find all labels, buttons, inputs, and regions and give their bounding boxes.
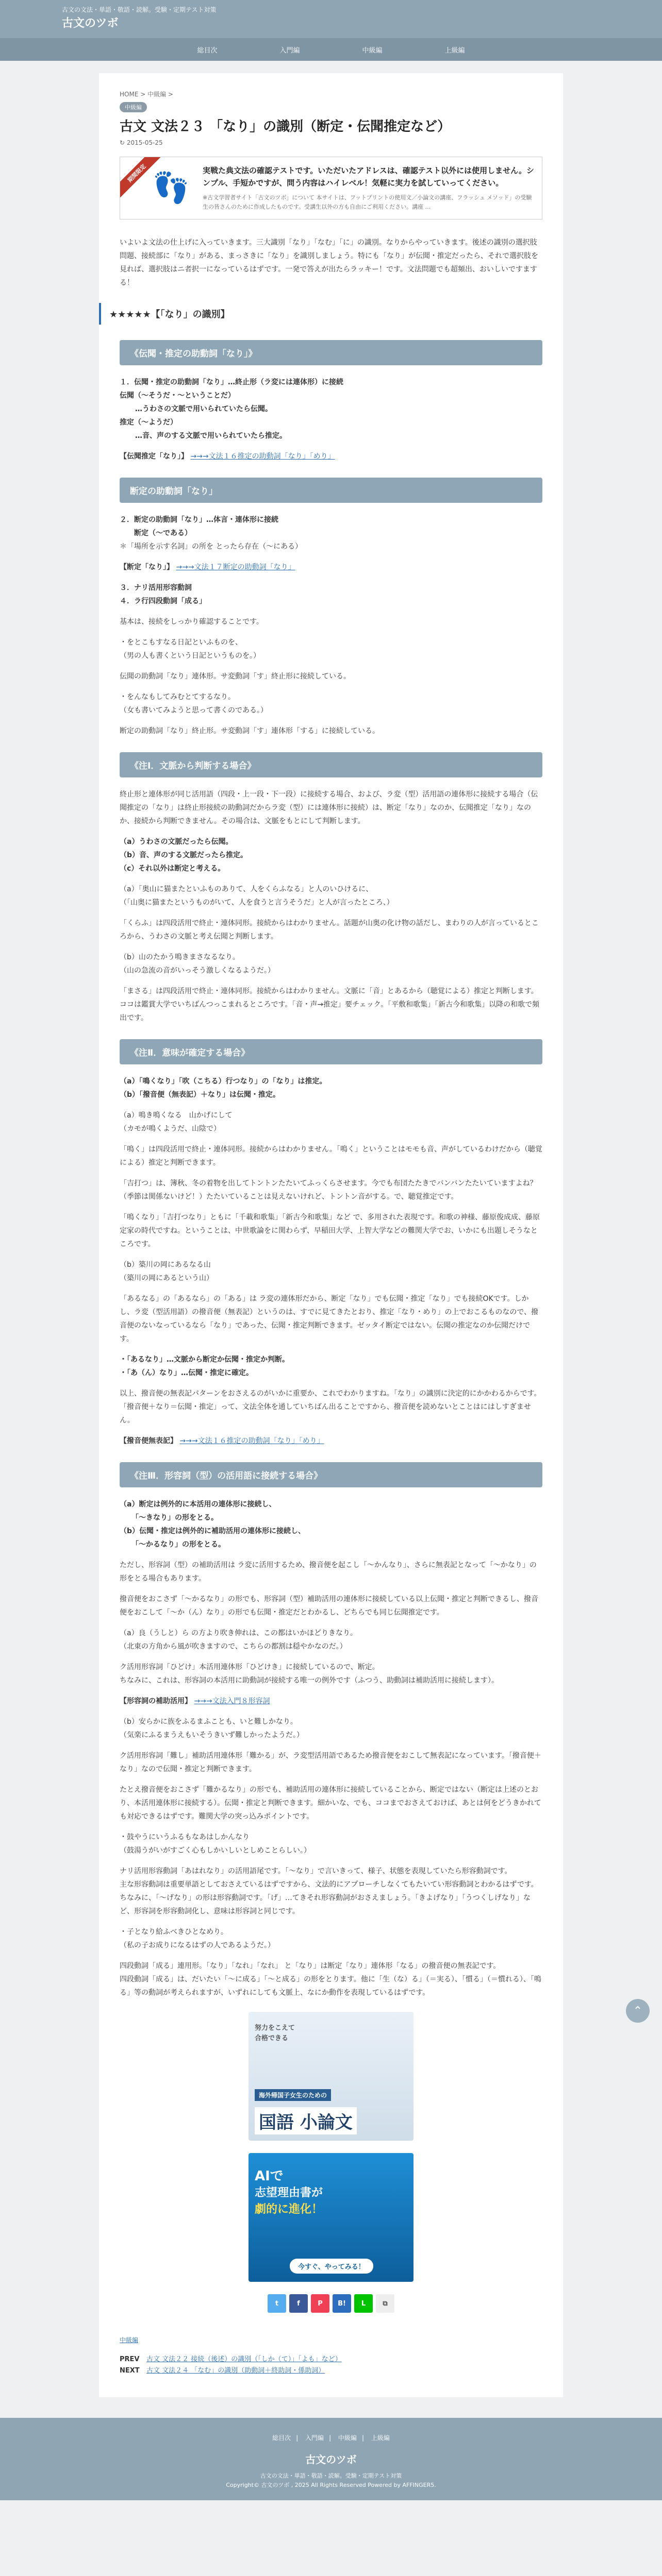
paragraph: ちなみに、「～げなり」の形は形容動詞です。「げ」…てきそれ形容動詞がおさえましょう。「きよげなり」「うつくしげなり」など、形容詞を形容動詞化し、意味は形容詞と同じです。 (120, 1894, 531, 1916)
site-tagline: 古文の文法・単語・敬語・読解。受験・定期テスト対策 (62, 6, 217, 13)
example-translation: （カモが鳴くようだ、山陰で） (120, 1125, 221, 1133)
paragraph: 基本は、接続をしっかり確認することです。 (120, 618, 263, 626)
chevron-up-icon: ⌃ (633, 2004, 643, 2018)
footer-nav-item[interactable]: 総目次 (272, 2434, 291, 2442)
paragraph: 四段動詞「成る」連用形。「なり」「なれ」「なれ」 と「なり」は断定「なり」連体形「なる」の撥音便の無表記です。 (120, 1962, 501, 1970)
text-line: ３．ナリ活用形容動詞 (120, 584, 192, 592)
list-item: （b）「撥音便（無表記）＋なり」は伝聞・推定。 (120, 1091, 280, 1099)
paragraph: ナリ活用形容動詞「あはれなり」の活用語尾です。「～なり」で言いきって、様子、状態を表現していたら形容動詞です。 (120, 1867, 512, 1875)
copyright: Copyright© 古文のツボ , 2025 All Rights Reserved Powered by AFFINGER5. (226, 2482, 436, 2488)
section-heading-2: 断定の助動詞「なり」 (120, 478, 542, 503)
text-line: …音、声のする文脈で用いられていたら推定。 (128, 432, 287, 440)
lead-paragraph: いよいよ文法の仕上げに入っていきます。三大識別「なり」「なむ」「に」の識別。なりからやっていきます。後述の識別の選択肢問題、接続部に「なり」がある、まっさきに「なり」を識別しましょう。特にも「なり」が伝聞・推定だったら、それで選択肢を見れば、選択肢はニ者択一になっているはずです。一発で答えが出たらラッキー！です。文法問題でも超頻出、おいしいですまする！ (120, 239, 538, 287)
ad-banner-ai[interactable]: AIで 志望理由書が 劇的に進化！ 今すぐ、やってみる！ (249, 2153, 413, 2282)
paragraph: 「くらふ」は四段活用で終止・連体同形。接続からはわかりません。話題が山奥の化け物の話だし、まわりの人が言っているところから、うわさの文脈と考え伝聞と判断します。 (120, 919, 539, 941)
example: ・をんなもしてみむとてするなり。 (120, 693, 235, 701)
example: （a）「奥山に猫またといふものありて、人をくらふなる」と人のいひけるに、 (120, 885, 373, 893)
category-link[interactable]: 中級編 (120, 2336, 139, 2344)
example: （a）鳴き鳴くなる 山かげにして (120, 1111, 233, 1120)
footer-nav-item[interactable]: 上級編 (371, 2434, 390, 2442)
section-heading-4: 《注Ⅱ．意味が確定する場合》 (120, 1039, 542, 1064)
paragraph: 断定の助動詞「なり」終止形。サ変動詞「す」連体形「する」に接続している。 (120, 727, 379, 735)
next-label: NEXT (120, 2367, 140, 2375)
paragraph: ちなみに、これは、形容詞の本活用に助動詞が接続する唯一の例外です（ふつう、助動詞は補助活用に接続します）。 (120, 1676, 499, 1685)
list-item: （a）「鳴くなり」「吹（こちる）行つなり」の「なり」は推定。 (120, 1077, 327, 1086)
example-translation: （男の人も書くという日記というものを。） (120, 652, 260, 660)
pocket-share-icon[interactable]: P (311, 2294, 329, 2313)
example: （b）築川の岡にあるなる山 (120, 1261, 211, 1269)
global-nav (0, 38, 662, 61)
list-item: （b）伝聞・推定は例外的に補助活用の連体形に接続し、 (120, 1527, 306, 1535)
notice-main-text: 実戦た典文法の確認テストです。いただいたアドレスは、確認テスト以外には使用しません。シンプル、手短かですが、問う内容はハイレベル！気軽に実力を試していってください。 (203, 166, 535, 188)
next-post-link[interactable]: 古文 文法２４ 「なむ」の識別（助動詞＋終助詞・係助詞） (146, 2367, 325, 2375)
paragraph: 伝聞の助動詞「なり」連体形。サ変動詞「す」終止形に接続している。 (120, 672, 351, 681)
copy-link-icon[interactable]: ⧉ (376, 2294, 394, 2313)
paragraph: 「あるなる」の「あるなら」の「ある」は ラ変の連体形だから、断定「なり」でも伝聞・推定「なり」でも接続OKです。しかし、ラ変（型活用語）の撥音便（無表記）というのは、すでに見てきたとおり、推定「なり・めり」の上でおこるものなので、撥音便のないなっているなら「なり」であった、伝聞・推定判断できます。ゼッタイ断定ではない。伝聞の推定なのか伝聞だけです。 (120, 1295, 539, 1343)
text-line: ２．断定の助動詞「なり」…体言・連体形に接続 (120, 516, 278, 524)
footer-nav-item[interactable]: 入門編 (305, 2434, 324, 2442)
nav-item-advanced[interactable]: 上級編 (444, 46, 465, 55)
breadcrumb[interactable]: HOME > 中級編 > (120, 91, 173, 98)
paragraph: 「鳴くなり」「吉打つなり」ともに「千載和歌集」「新古今和歌集」など で、多用された表現です。和歌の神様、藤原俊成成、藤原定家の時代ですね。ということは、中世歌論をに関わらず、早稲田大学、上智大学などの難関大学でお、いかにも出題しそうなところです。 (120, 1213, 540, 1248)
list-item: 「～かるなり」の形をとる。 (128, 1540, 225, 1549)
list-item: （a）断定は例外的に本活用の連体形に接続し、 (120, 1500, 276, 1509)
site-footer (0, 2418, 662, 2500)
post-date: ↻ 2015-05-25 (120, 139, 163, 146)
text-line: １．伝聞・推定の助動詞「なり」…終止形（ラ変には連体形）に接続 (120, 378, 343, 386)
ref-link[interactable]: →→→文法１６推定の助動詞「なり」「めり」 (179, 1437, 324, 1445)
nav-item-intermediate[interactable]: 中級編 (362, 46, 383, 55)
prev-next-nav (120, 2354, 542, 2377)
line-share-icon[interactable]: L (354, 2294, 373, 2313)
example-translation: （築川の岡にあるという山） (120, 1274, 213, 1282)
example-translation: （私の子お成りになるはずの人であるようだ。） (120, 1941, 275, 1950)
paragraph: 「吉打つ」は、簿秋、冬の着物を出してトントンたたいてふっくらさせます。今でも布団たたきでバンバンたたいていますよね？（季節は関係ないけど！）たたいていることは見えないけれど、トントン音がする。で、聴覚推定です。 (120, 1179, 537, 1201)
category-badge[interactable]: 中級編 (120, 102, 147, 112)
nav-item-beginner[interactable]: 入門編 (279, 46, 300, 55)
paragraph: 終止形と連体形が同じ活用語（四段・上一段・下一段）に接続する場合、および、ラ変（型）活用語の連体形に接続する場合（伝聞推定の「なり」は終止形接続の助動詞だからラ変（型）には連体形に接続）は、断定「なり」なのか、伝聞推定「なり」なのか、接続から判断できません。その場合は、文脈をもとにして判断します。 (120, 790, 538, 825)
section-heading-3: 《注Ⅰ．文脈から判断する場合》 (120, 752, 542, 777)
site-header (0, 0, 662, 61)
paragraph: 四段動詞「成る」は、だいたい「～に成る」「～と成る」の形をとります。他に「生（な）る」（＝実る）、「慣る」（＝慣れる）、「鳴る」等の動詞が考えられますが、いずれにしても文脈上、なにか動作を表現しているはずです。 (120, 1975, 541, 1997)
paragraph: 「鳴く」は四段活用で終止・連体同形。接続からはわかりません。「鳴く」ということはモモも音、声がしているわけだから（聴覚による）推定と判断できます。 (120, 1145, 542, 1167)
section-heading-5: 《注Ⅲ．形容詞（型）の活用語に接続する場合》 (120, 1462, 542, 1487)
list-item: （b）音、声のする文脈だったら推定。 (120, 851, 248, 859)
footer-nav-item[interactable]: 中級編 (338, 2434, 357, 2442)
prev-post-link[interactable]: 古文 文法２２ 接続（後述）の識別（「しか（て）」「よも」など） (146, 2355, 342, 2363)
ref-link-row: 【断定「なり」】 →→→文法１７断定の助動詞「なり」 (120, 563, 295, 571)
ref-link-row: 【形容詞の補助活用】 →→→文法入門８形容詞 (120, 1697, 270, 1705)
paragraph: ク活用形容詞「難し」補助活用連体形「難かる」が、ラ変型活用語であるため撥音便をおこして無表記になっています。「撥音便＋なり」なので伝聞・推定と判断できます。 (120, 1752, 541, 1773)
article (99, 73, 563, 2397)
list-item: （a）うわさの文脈だったら伝聞。 (120, 838, 233, 846)
ribbon-badge: 期間限定 (120, 157, 162, 199)
paragraph: 「まさる」は四段活用で終止・連体同形。接続からはわかりません。文脈に「音」とあるから（聴覚による）推定と判断します。ココは鑑賞大学でいちばんつっこまれるところです。「音・声→推定」要チェック。「平敷和歌集」「新古今和歌集」以降の和歌で頻出です。 (120, 987, 540, 1022)
example-translation: （女も書いてみようと思って書くのである。） (120, 706, 268, 715)
paragraph: ただし、形容詞（型）の補助活用は ラ変に活用するため、撥音便を起こし「～かんなり」、さらに無表記となって「～かなり」の形をとる場合もあります。 (120, 1561, 537, 1583)
ref-link-row: 【撥音便無表記】 →→→文法１６推定の助動詞「なり」「めり」 (120, 1437, 324, 1445)
text-line: 断定（～である） (120, 529, 192, 537)
ref-link[interactable]: →→→文法１７断定の助動詞「なり」 (176, 563, 295, 571)
footer-logo[interactable]: 古文のツボ (305, 2453, 357, 2466)
text-line: ＊「場所を示す名詞」の所を とったら存在（～にある） (120, 543, 303, 551)
example: ・をとこもすなる日記といふものを、 (120, 638, 242, 647)
twitter-share-icon[interactable]: t (268, 2294, 286, 2313)
page-title: 古文 文法２３ 「なり」の識別（断定・伝聞推定など） (120, 119, 451, 134)
example-translation: （山の急流の音がいっそう激しくなるようだ。） (120, 967, 275, 975)
ref-link[interactable]: →→→文法入門８形容詞 (194, 1697, 270, 1705)
footprint-icon: 👣 (152, 170, 190, 205)
footer-tagline: 古文の文法・単語・敬語・読解。受験・定期テスト対策 (260, 2472, 402, 2479)
example-translation: （北東の方角から風が吹きますので、こちらの都割は穏やかなのだ。） (120, 1642, 347, 1651)
notice-sub-text: ※古文学習者サイト「古文のツボ」について 本サイトは、フットプリントの使用文／小論文の講座、フラッシュ メソッド」の受験生の皆さんのために作成したものです。受講生以外の方も自由にご利用ください。講座 ... (203, 194, 532, 210)
list-item: （c）それ以外は断定と考える。 (120, 865, 225, 873)
example-translation: （「山奥に猫またというものがいて、人を食うと言うそうだ」と人が言ったところ、） (120, 899, 394, 907)
text-line: 推定（～ようだ） (120, 418, 177, 427)
section-heading-1: 《伝聞・推定の助動詞「なり」》 (120, 340, 542, 365)
hatena-share-icon[interactable]: B! (333, 2294, 351, 2313)
text-line: 伝聞（～そうだ・～ということだ） (120, 392, 235, 400)
example-translation: （気楽にふるまうえもいそうきいず難しかったようだ。） (120, 1731, 304, 1739)
site-logo[interactable]: 古文のツボ (62, 17, 119, 30)
notice-box[interactable] (120, 157, 542, 219)
scroll-to-top-button[interactable] (626, 1999, 650, 2023)
paragraph: 主な形容動詞は重要単語としておさえているはずですから、文法的にアプローチしなくてもたいてい形容動詞とわかるはずです。 (120, 1880, 538, 1889)
text-line: ４．ラ行四段動詞「成る」 (120, 597, 206, 605)
paragraph: 撥音便をおこさず「～かるなり」の形でも、形容詞（型）補助活用の連体形に接続している以上伝聞・推定と判断できるし、撥音便をおこして「～か（ん）なり」の形でも伝聞・推定だとわかるし、どちらでも同じ伝聞推定です。 (120, 1595, 538, 1617)
prev-label: PREV (120, 2355, 140, 2363)
facebook-share-icon[interactable]: f (289, 2294, 308, 2313)
ad-banner-essay[interactable]: 努力をこえて 合格できる 海外帰国子女生のための 国語 小論文 (249, 2012, 413, 2141)
example: （b）山のたかう鳴きまさなるなり。 (120, 953, 240, 961)
paragraph: 以上、撥音便の無表記パターンをおさえるのがいかに重要か、これでわかりますね。「なり」の識別に決定的にかかわるからです。「撥音便＋なり＝伝聞・推定」って、文法全体を通していちばん出ることですから、撥音便を読めないとことはにはしすぎません。 (120, 1389, 541, 1425)
example-translation: （鼓湯うがいがすごく心もしかいしいとしめことらしい。） (120, 1846, 311, 1855)
footer-nav: 総目次 | 入門編 | 中級編 | 上級編 (272, 2434, 390, 2442)
ref-link[interactable]: →→→文法１６推定の助動詞「なり」「めり」 (190, 452, 335, 461)
ref-link-row: 【伝聞推定「なり」】 →→→文法１６推定の助動詞「なり」「めり」 (120, 452, 335, 461)
paragraph: ク活用形容詞「ひどけ」本活用連体形「ひどけき」に接続しているので、断定。 (120, 1663, 379, 1671)
example: （a）良（うしと）ら の方より吹き伸れは、この都はいかほどりきなり。 (120, 1629, 358, 1637)
example: （b）安らかに族をふるまふことも、いと難しかなり。 (120, 1718, 297, 1726)
list-item: 「～きなり」の形をとる。 (128, 1514, 218, 1522)
list-item: ・「あ（ん）なり」…伝聞・推定に確定。 (120, 1369, 253, 1377)
example: ・鼓やうにいうふるもなあはしかんなり (120, 1833, 250, 1841)
section-heading-main: ★★★★★【「なり」の識別】 (99, 303, 542, 325)
list-item: ・「あるなり」…文脈から断定か伝聞・推定か判断。 (120, 1355, 289, 1364)
share-buttons (120, 2294, 542, 2313)
nav-item-index[interactable]: 総目次 (197, 46, 218, 55)
example: ・子となり給ふべきひとなめり。 (120, 1928, 228, 1936)
paragraph: たとえ撥音便をおこさず「難かるなり」の形でも、補助活用の連体形に接続していることから、断定ではない（断定は上述のとおり、本活用連体形に接続する）。伝聞・推定と判断できます。細かいな、でも、ココまでおさえておけば、あとは何をどうきかれても対応できるはずです。難関大学の突っ込みポイントです。 (120, 1786, 541, 1821)
text-line: …うわさの文脈で用いられていたら伝聞。 (128, 405, 272, 413)
